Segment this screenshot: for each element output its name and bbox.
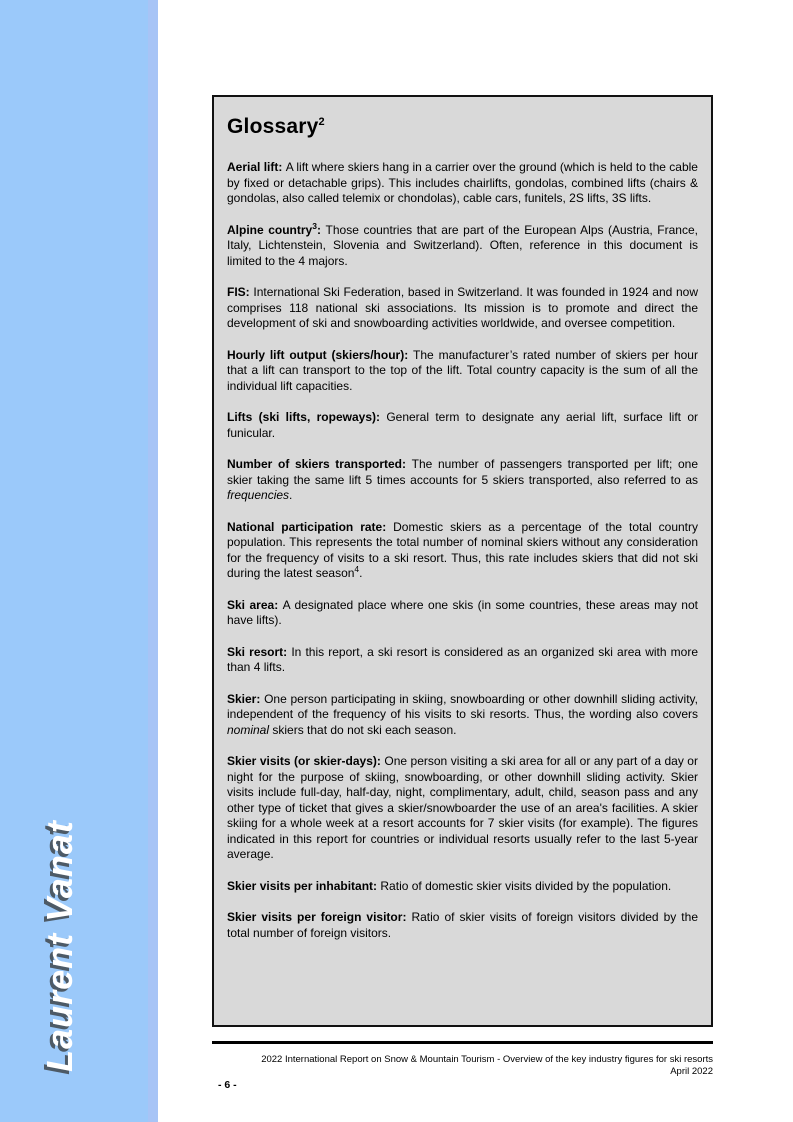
glossary-term: Ski area (227, 597, 275, 612)
glossary-term: Ski resort (227, 644, 284, 659)
glossary-entry: Skier visits per foreign visitor: Ratio of skier visits of foreign visitors divided by the total number of foreign visitors. (227, 910, 698, 940)
page-footer (212, 1054, 713, 1078)
glossary-entry: Hourly lift output (skiers/hour): The manufacturer’s rated number of skiers per hour that a lift can transport to the top of the lift. Total country capacity is the sum of all the individual lift capacities. (227, 347, 698, 393)
glossary-entry: Skier visits per inhabitant: Ratio of domestic skier visits divided by the population. (227, 878, 672, 893)
glossary-entry: National participation rate: Domestic skiers as a percentage of the total country population. This represents the total number of nominal skiers without any consideration for the frequency of visits to a ski resort. Thus, this rate includes skiers that did not ski during the latest season$^4$. (227, 519, 698, 580)
glossary-term: Skier visits per inhabitant (227, 878, 374, 893)
footnote-ref: 3 (312, 220, 317, 231)
glossary-term-colon: : (402, 910, 412, 924)
glossary-term: Skier (227, 691, 257, 706)
glossary-term-colon: : (404, 347, 414, 362)
glossary-box (212, 95, 713, 1027)
glossary-entry: Skier: One person participating in skiing, snowboarding or other downhill sliding activity, independent of the frequency of his visits to ski resorts. Thus, the wording also covers nominal skiers that do not ski each season. (227, 691, 698, 737)
glossary-term-colon: : (256, 691, 265, 706)
glossary-term: Lifts (ski lifts, ropeways) (227, 410, 376, 424)
glossary-entry: Aerial lift: A lift where skiers hang in a carrier over the ground (which is held to the cable by fixed or detachable grips). This includes chairlifts, gondolas, combined lifts (chairs & gondolas, also called telemix or chondolas), cable cars, funitels, 2S lifts, 3S lifts. (227, 160, 698, 205)
glossary-term: Number of skiers transported (227, 457, 402, 471)
glossary-entry: Number of skiers transported: The number of passengers transported per lift; one skier taking the same lift 5 times accounts for 5 skiers transported, also referred to as frequencies. (227, 457, 698, 502)
glossary-title (227, 109, 698, 140)
footer-date: April 2022 (670, 1066, 713, 1077)
glossary-entry: Lifts (ski lifts, ropeways): General term to designate any aerial lift, surface lift or funicular. (227, 410, 698, 440)
glossary-term-colon: : (376, 410, 387, 424)
author-watermark: Laurent Vanat (39, 820, 80, 1072)
glossary-term-colon: : (274, 597, 283, 612)
page-number: - 6 - (218, 1079, 237, 1091)
glossary-entry: FIS: International Ski Federation, based in Switzerland. It was founded in 1924 and now comprises 118 national ski associations. Its mission is to promote and direct the development of ski and snowboarding activities worldwide, and oversee competition. (227, 285, 698, 330)
glossary-term-colon: : (373, 878, 381, 893)
sidebar-band (0, 0, 148, 1122)
glossary-entry: Ski resort: In this report, a ski resort is considered as an organized ski area with more than 4 lifts. (227, 644, 699, 674)
glossary-term-colon: : (401, 457, 412, 471)
glossary-term-colon: : (278, 160, 286, 174)
definition-italic-word: frequencies (227, 488, 290, 502)
glossary-entry: Skier visits (or skier-days): One person visiting a ski area for all or any part of a day or night for the purpose of skiing, snowboarding, or other downhill sliding activity. Skier visits include full-day, half-day, night, complimentary, adult, child, season pass and any other type of ticket that gives a skier/snowboarder the use of an area's facilities. A skier skiing for a whole week at a resort accounts for 7 skier visits (for example). The figures indicated in this report for countries or individual resorts usually refer to the last 5-year average. (227, 754, 698, 861)
sidebar-accent-strip (148, 0, 158, 1122)
glossary-term: Aerial lift (227, 160, 279, 174)
footer-report-title: 2022 International Report on Snow & Mountain Tourism - Overview of the key industry figures for ski resorts (261, 1054, 713, 1065)
glossary-title-text: Glossary (227, 115, 319, 138)
footer-rule (212, 1041, 713, 1044)
glossary-entry: Alpine country$^3$: Those countries that are part of the European Alps (Austria, France, Italy, Lichtenstein, Slovenia and Switzerland). Often, reference in this document is limited to the 4 majors. (227, 220, 698, 268)
footnote-ref: 4 (354, 564, 360, 574)
glossary-term-colon: : (245, 285, 254, 299)
glossary-term: Skier visits (or skier-days) (227, 754, 377, 768)
glossary-entries (227, 160, 698, 941)
definition-italic-word: nominal (227, 722, 270, 737)
glossary-term: FIS (227, 285, 246, 299)
glossary-term: National participation rate (227, 519, 383, 534)
glossary-term: Alpine country (227, 222, 313, 237)
glossary-title-footnote-ref: 2 (318, 116, 325, 128)
glossary-term-colon: : (316, 222, 326, 237)
glossary-term-colon: : (382, 519, 394, 534)
glossary-term: Skier visits per foreign visitor (227, 910, 403, 924)
glossary-term-colon: : (376, 754, 385, 768)
glossary-term: Hourly lift output (skiers/hour) (227, 347, 405, 362)
glossary-term-colon: : (283, 644, 292, 659)
glossary-entry: Ski area: A designated place where one skis (in some countries, these areas may not have lifts). (227, 597, 698, 627)
